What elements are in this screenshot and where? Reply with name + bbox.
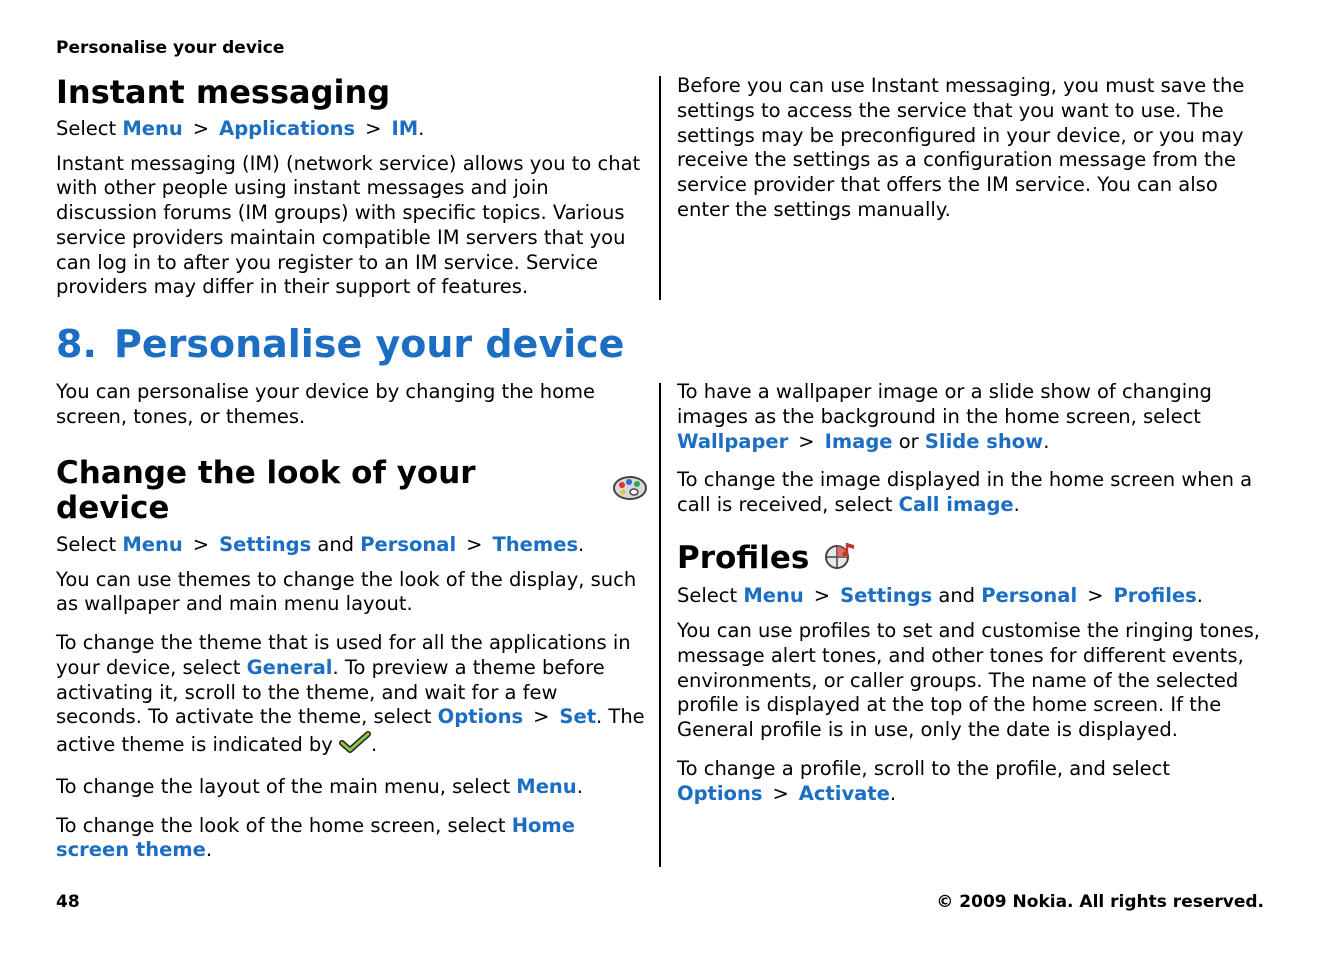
link-call-image[interactable]: Call image bbox=[898, 493, 1014, 516]
select-word: Select bbox=[56, 116, 117, 140]
im-settings-section bbox=[677, 74, 1269, 233]
im-section bbox=[56, 74, 648, 310]
look-nav-path: Select Menu > Settings and Personal > Themes. bbox=[56, 532, 585, 556]
look-title bbox=[56, 456, 648, 527]
nav-separator: > bbox=[192, 532, 210, 556]
running-header: Personalise your device bbox=[56, 38, 285, 58]
link-menu[interactable]: Menu bbox=[122, 532, 183, 556]
link-menu[interactable]: Menu bbox=[516, 774, 577, 798]
link-menu[interactable]: Menu bbox=[122, 116, 183, 140]
link-activate[interactable]: Activate bbox=[798, 781, 890, 805]
chapter-number: 8. bbox=[56, 322, 97, 366]
chapter-title bbox=[56, 322, 624, 366]
profiles-icon bbox=[823, 540, 857, 579]
look-p2-text: To change the theme that is used for all the applications in your device, select bbox=[56, 631, 631, 679]
im-title: Instant messaging bbox=[56, 73, 391, 111]
link-themes[interactable]: Themes bbox=[492, 532, 579, 556]
nav-separator: > bbox=[533, 705, 550, 729]
nav-separator: > bbox=[798, 429, 815, 453]
nav-separator: > bbox=[772, 781, 789, 805]
link-personal[interactable]: Personal bbox=[360, 532, 457, 556]
look-section bbox=[56, 380, 648, 873]
link-general[interactable]: General bbox=[246, 655, 333, 679]
link-slide-show[interactable]: Slide show bbox=[924, 429, 1044, 453]
look-p2-text: . To preview a theme before activating it, scroll to the theme, and wait for a few seconds. To activate the theme, select bbox=[56, 655, 605, 729]
link-personal[interactable]: Personal bbox=[981, 584, 1078, 608]
link-options[interactable]: Options bbox=[677, 781, 763, 805]
nav-separator: > bbox=[466, 532, 483, 556]
wallpaper-p2: To change the image displayed in the home screen when a call is received, select Call image. bbox=[677, 468, 1253, 516]
im-body: Instant messaging (IM) (network service) allows you to chat with other people using instant messages and join discussion forums (IM groups) with specific topics. Various service providers maintain compatible IM servers that you can log in to after you register to an IM service. Service providers may differ in their support of features. bbox=[56, 151, 641, 299]
link-home-screen-theme[interactable]: Home screen theme bbox=[56, 813, 575, 862]
look-title-text: Change the look of your device bbox=[56, 454, 476, 527]
profiles-p1: You can use profiles to set and customise the ringing tones, message alert tones, and other tones for different events, environments, or caller groups. The name of the selected profile is displayed at the top of the home screen. If the General profile is in use, only the date is displayed. bbox=[677, 619, 1260, 742]
and-word: and bbox=[317, 532, 355, 556]
link-wallpaper[interactable]: Wallpaper bbox=[677, 429, 789, 453]
wallpaper-p2-text: To change the image displayed in the home screen when a call is received, select bbox=[677, 468, 1253, 516]
and-word: and bbox=[938, 584, 976, 608]
wallpaper-p1: To have a wallpaper image or a slide show of changing images as the background in the home screen, select Wallpaper > Image or Slide show. bbox=[677, 380, 1212, 453]
column-divider-bottom bbox=[659, 383, 661, 867]
im-nav-path: Select Menu > Applications > IM. bbox=[56, 116, 425, 140]
or-word: or bbox=[898, 429, 919, 453]
profiles-p2: To change a profile, scroll to the profile, and select Options > Activate. bbox=[677, 756, 1171, 805]
link-settings[interactable]: Settings bbox=[219, 532, 312, 556]
nav-separator: > bbox=[192, 116, 210, 140]
palette-icon bbox=[612, 473, 648, 510]
chapter-intro: You can personalise your device by changing the home screen, tones, or themes. bbox=[56, 380, 596, 428]
wallpaper-p1-text: To have a wallpaper image or a slide show of changing images as the background in the home screen, select bbox=[677, 380, 1212, 428]
look-p4-text: To change the look of the home screen, select bbox=[56, 813, 506, 837]
look-p3-text: To change the layout of the main menu, select bbox=[56, 774, 511, 798]
checkmark-icon bbox=[339, 730, 371, 761]
profiles-nav-path: Select Menu > Settings and Personal > Profiles. bbox=[677, 584, 1203, 608]
link-profiles[interactable]: Profiles bbox=[1113, 584, 1197, 608]
profiles-p2-text: To change a profile, scroll to the profile, and select bbox=[677, 756, 1171, 780]
link-options[interactable]: Options bbox=[437, 705, 524, 729]
chapter-title-text: Personalise your device bbox=[114, 322, 625, 366]
select-word: Select bbox=[56, 532, 117, 556]
im-settings-text: Before you can use Instant messaging, you must save the settings to access the service that you want to use. The settings may be preconfigured in your device, or you may receive the settings as a configuration message from the service provider that offers the IM service. You can also enter the settings manually. bbox=[677, 74, 1245, 221]
link-applications[interactable]: Applications bbox=[219, 116, 356, 140]
link-menu[interactable]: Menu bbox=[743, 584, 804, 608]
nav-separator: > bbox=[813, 584, 831, 608]
look-p4: To change the look of the home screen, select Home screen theme. bbox=[56, 813, 575, 862]
select-word: Select bbox=[677, 584, 738, 608]
link-im[interactable]: IM bbox=[391, 116, 419, 140]
page-number: 48 bbox=[56, 892, 80, 912]
nav-separator: > bbox=[365, 116, 382, 140]
column-divider-top bbox=[659, 76, 661, 300]
link-settings[interactable]: Settings bbox=[840, 584, 933, 608]
link-image[interactable]: Image bbox=[824, 429, 893, 453]
look-p3: To change the layout of the main menu, select Menu. bbox=[56, 774, 583, 798]
look-p2-text: . The active theme is indicated by bbox=[56, 705, 645, 756]
nav-separator: > bbox=[1087, 584, 1104, 608]
wallpaper-profiles-section bbox=[677, 380, 1269, 816]
link-set[interactable]: Set bbox=[559, 705, 597, 729]
look-p1: You can use themes to change the look of the display, such as wallpaper and main menu layout. bbox=[56, 567, 637, 616]
profiles-title bbox=[677, 540, 1269, 579]
look-p2: To change the theme that is used for all the applications in your device, select General. To preview a theme before activating it, scroll to the theme, and wait for a few seconds. To activate the theme, select Options > Set. The active theme is indicated by . bbox=[56, 631, 648, 761]
copyright: © 2009 Nokia. All rights reserved. bbox=[936, 892, 1264, 912]
profiles-title-text: Profiles bbox=[677, 540, 810, 577]
